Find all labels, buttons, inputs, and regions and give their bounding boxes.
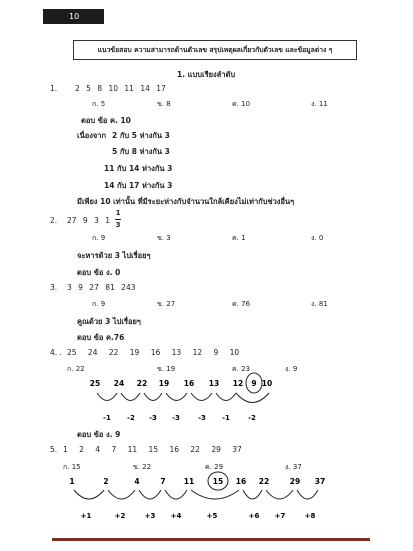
q5-diagram-diff: +1 <box>80 512 92 520</box>
q5-diagram-number: 29 <box>289 477 301 486</box>
q4-diagram-arc <box>97 393 117 401</box>
q5-diagram-arc <box>297 490 318 499</box>
q1-number: 1. <box>50 84 58 93</box>
q5-diagram-diff: +5 <box>206 512 218 520</box>
q3-sequence: 3 9 27 81 243 <box>67 283 136 292</box>
q4-diagram-number: 25 <box>89 379 101 388</box>
q5-diagram-arc <box>266 490 293 499</box>
q2-choice-c: ค. 1 <box>232 234 246 242</box>
q5-diagram-diff: +8 <box>304 512 316 520</box>
q4-diagram-diff: -3 <box>198 414 206 422</box>
q5-diagram-number: 1 <box>69 477 75 486</box>
q5-diagram-number: 7 <box>160 477 166 486</box>
q4-number: 4. . <box>50 348 62 357</box>
q3-choice-b: ข. 27 <box>157 300 176 308</box>
q4-choice-d: ง. 9 <box>285 365 298 373</box>
q4-diagram-number: 13 <box>208 379 220 388</box>
q4-diagram-number: 22 <box>136 379 148 388</box>
q4-diagram-diff: -2 <box>248 414 256 422</box>
q2-choice-d: ง. 0 <box>311 234 324 242</box>
q5-diagram-diff: +7 <box>274 512 286 520</box>
q4-sequence: 25 24 22 19 16 13 12 9 10 <box>67 348 240 357</box>
q3-choice-a: ก. 9 <box>92 300 106 308</box>
q4-choice-b: ข. 19 <box>157 365 176 373</box>
q4-diagram-number: 16 <box>183 379 195 388</box>
q4-diagram-arc <box>191 393 212 401</box>
q2-answer: ตอบ ข้อ ง. 0 <box>77 268 121 277</box>
q5-diagram-diff: +3 <box>144 512 156 520</box>
q5-diagram-number: 2 <box>103 477 109 486</box>
q4-diagram-number: 10 <box>261 379 273 388</box>
q5-diagram-arc <box>191 490 239 499</box>
q1-note: มีเพียง 10 เท่านั้น ที่มีระยะห่างกับจำนวนใกล้เคียงไม่เท่ากับช่วงอื่นๆ <box>77 197 295 206</box>
q1-reason: 5 กับ 8 ห่างกัน 3 <box>112 147 170 156</box>
q1-sequence: 2 5 8 10 11 14 17 <box>75 84 166 93</box>
document-title: แนวข้อสอบ ความสามารถด้านตัวเลข สรุปเหตุผลเกี่ยวกับตัวเลข และข้อมูลต่าง ๆ <box>73 40 357 60</box>
q4-diagram-number: 19 <box>158 379 170 388</box>
q5-diagram-number: 16 <box>235 477 247 486</box>
q4-diagram-diff: -2 <box>127 414 135 422</box>
q2-choice-a: ก. 9 <box>92 234 106 242</box>
q4-choice-a: ก. 22 <box>67 365 85 373</box>
q2-reason: จะหารด้วย 3 ไปเรื่อยๆ <box>77 251 151 260</box>
q5-diagram-number: 22 <box>258 477 270 486</box>
q5-diagram-diff: +4 <box>170 512 182 520</box>
q4-diagram-diff: -1 <box>103 414 111 422</box>
q4-diagram-number: 12 <box>232 379 244 388</box>
q1-answer: ตอบ ข้อ ค. 10 <box>81 116 131 125</box>
q5-choice-d: ง. 37 <box>285 463 302 471</box>
q4-answer: ตอบ ข้อ ง. 9 <box>77 430 121 439</box>
q4-diagram-diff: -3 <box>172 414 180 422</box>
q5-diagram-arc <box>108 490 135 499</box>
q1-reason: 14 กับ 17 ห่างกัน 3 <box>104 181 173 190</box>
q5-sequence: 1 2 4 7 11 15 16 22 29 37 <box>63 445 242 454</box>
q1-reason: 11 กับ 14 ห่างกัน 3 <box>104 164 173 173</box>
q1-choice-d: ง. 11 <box>311 100 328 108</box>
q5-diagram-arc <box>74 490 104 499</box>
q5-diagram-arc <box>139 490 161 499</box>
q4-choice-c: ค. 23 <box>232 365 251 373</box>
q3-choice-c: ค. 76 <box>232 300 251 308</box>
q5-choice-b: ข. 22 <box>133 463 152 471</box>
q5-diagram-number: 15 <box>212 477 224 486</box>
q1-choice-a: ก. 5 <box>92 100 106 108</box>
q4-diagram-diff: -3 <box>149 414 157 422</box>
q3-number: 3. <box>50 283 58 292</box>
q5-diagram-number: 4 <box>134 477 140 486</box>
q4-diagram-number: 9 <box>251 379 257 388</box>
page-number: 10 <box>43 9 104 24</box>
footer-bar <box>52 538 370 541</box>
q2-sequence: 27 9 3 1 <box>67 216 111 225</box>
q4-diagram-arc <box>121 393 140 401</box>
q5-diagram-number: 11 <box>183 477 195 486</box>
q4-diagram-arc <box>144 393 162 401</box>
q3-reason: คูณด้วย 3 ไปเรื่อยๆ <box>77 317 141 326</box>
q4-diagram-diff: -1 <box>222 414 230 422</box>
q2-choice-b: ข. 3 <box>157 234 171 242</box>
q2-fraction-numerator: 1 <box>115 209 121 217</box>
q3-answer: ตอบ ข้อ ค.76 <box>77 333 125 342</box>
section-heading: 1. แบบเรียงลำดับ <box>177 70 236 79</box>
q5-choice-c: ค. 29 <box>205 463 224 471</box>
q5-diagram-diff: +2 <box>114 512 126 520</box>
q1-reason-intro: เนื่องจาก <box>77 131 107 140</box>
q1-choice-b: ข. 8 <box>157 100 171 108</box>
q5-choice-a: ก. 15 <box>63 463 81 471</box>
q5-diagram-number: 37 <box>314 477 326 486</box>
q1-choice-c: ค. 10 <box>232 100 251 108</box>
q3-choice-d: ง. 81 <box>311 300 328 308</box>
q4-diagram-arc <box>166 393 187 401</box>
q4-diagram-number: 24 <box>113 379 125 388</box>
q4-diagram-arc <box>216 393 236 401</box>
q5-diagram-arc <box>243 490 262 499</box>
q5-diagram-arc <box>165 490 187 499</box>
q2-number: 2. <box>50 216 58 225</box>
q5-number: 5. <box>50 445 58 454</box>
q4-diagram-arc <box>236 393 269 403</box>
q1-reason: 2 กับ 5 ห่างกัน 3 <box>112 131 170 140</box>
q5-diagram-diff: +6 <box>248 512 260 520</box>
q2-fraction-denominator: 3 <box>115 221 121 229</box>
